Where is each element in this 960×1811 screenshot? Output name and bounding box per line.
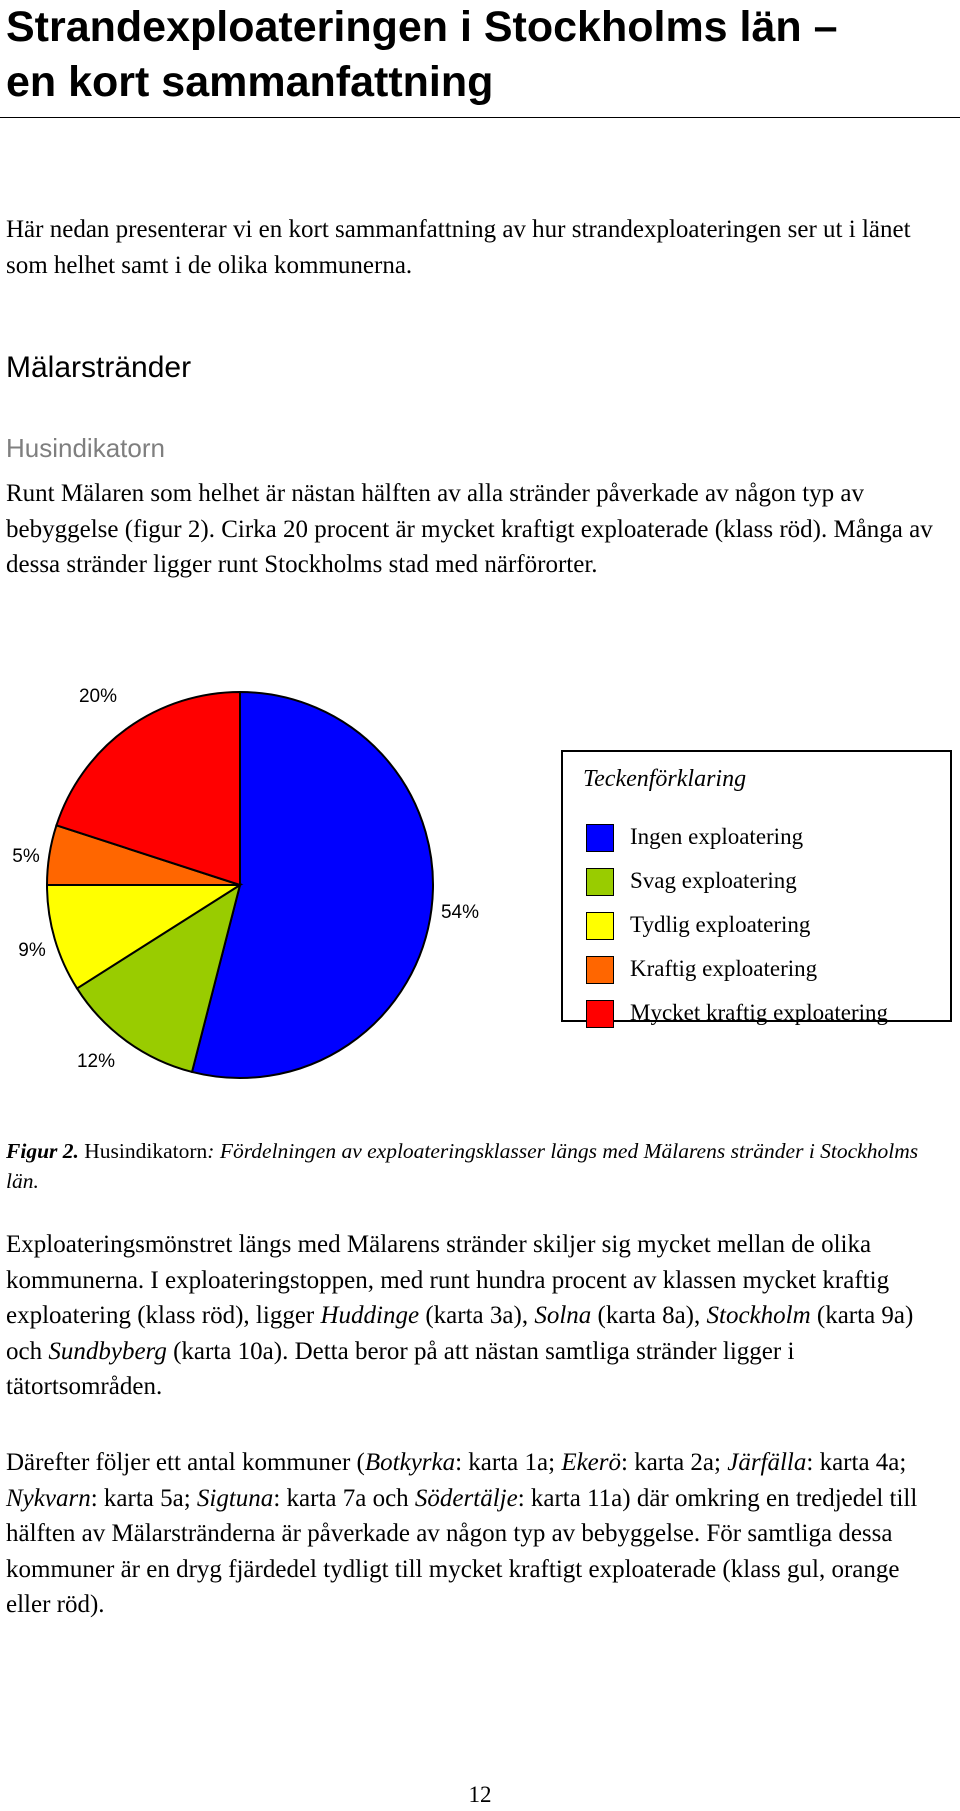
title-divider [0,117,960,118]
text-run: : karta 4a; [806,1449,907,1476]
municipality-name: Sundbyberg [48,1337,167,1365]
text-run: (karta 10a). Detta beror på att nästan samtliga stränder ligger i tätortsområden. [6,1337,795,1400]
section-subheading: Husindikatorn [6,433,165,463]
body-paragraph-1 [6,1227,946,1405]
title-line-2: en kort sammanfattning [6,58,494,106]
legend-title: Teckenförklaring [583,766,747,792]
slice-percent-label: 5% [12,846,40,867]
figure-label: Figur 2. [6,1139,79,1163]
caption-text: : Fördelningen av exploateringsklasser längs med Mälarens stränder i Stockholms län. [6,1139,919,1193]
text-run: : karta 5a; [90,1484,197,1512]
legend-swatch [586,824,614,852]
text-run: : karta 2a; [621,1449,728,1476]
municipality-name: Södertälje [414,1484,518,1512]
pie-chart [0,670,560,1090]
text-run: (karta 9a) och [6,1302,914,1365]
text-run: Därefter följer ett antal kommuner ( [6,1449,365,1476]
municipality-name: Huddinge [320,1302,420,1329]
figure-caption [6,1136,936,1196]
section-paragraph: Runt Mälaren som helhet är nästan hälften av alla stränder påverkade av någon typ av bebyggelse (figur 2). Cirka 20 procent är mycket kraftigt exploaterade (klass röd). Många av dessa stränder ligger runt Stockholms stad med närförorter. [6,480,933,578]
legend-label: Tydlig exploatering [630,912,811,937]
text-run: Exploateringsmönstret längs med Mälarens stränder skiljer sig mycket mellan de olika kommunerna. I exploateringstoppen, med runt hundra procent av klassen mycket kraftig exploatering (klass röd), ligger [6,1231,890,1329]
title-line-1: Strandexploateringen i Stockholms län – [6,3,838,51]
legend-swatch [586,868,614,896]
legend-label: Kraftig exploatering [630,956,818,981]
legend-swatch [586,912,614,940]
municipality-name: Sigtuna [196,1484,274,1512]
text-run: (karta 8a), [591,1302,707,1329]
municipality-name: Ekerö [561,1449,622,1476]
legend-swatch [586,956,614,984]
slice-percent-label: 54% [440,902,480,923]
caption-indicator: Husindikatorn [84,1139,208,1163]
chart-legend [561,750,952,1025]
municipality-name: Nykvarn [6,1484,91,1512]
slice-percent-label: 9% [18,940,46,961]
intro-paragraph: Här nedan presenterar vi en kort sammanfattning av hur strandexploateringen ser ut i länet som helhet samt i de olika kommunerna. [6,216,911,279]
legend-label: Mycket kraftig exploatering [630,1000,889,1025]
municipality-name: Solna [534,1302,592,1329]
text-run: : karta 11a) där omkring en tredjedel till hälften av Mälarstränderna är påverkade av någon typ av bebyggelse. För samtliga dessa kommuner är en dryg fjärdedel tydligt till mycket kraftigt exploaterade (klass gul, orange eller röd). [6,1484,918,1618]
slice-percent-label: 20% [78,686,118,707]
text-run: : karta 1a; [455,1449,562,1476]
pie-chart-figure [0,670,960,1090]
legend-label: Ingen exploatering [630,824,804,849]
page-title [6,0,951,110]
section-heading: Mälarstränder [6,351,192,384]
legend-swatch [586,1000,614,1028]
municipality-name: Stockholm [706,1302,811,1329]
slice-percent-label: 12% [76,1051,116,1072]
text-run: (karta 3a), [419,1302,535,1329]
body-paragraph-2 [6,1445,946,1623]
legend-label: Svag exploatering [630,868,797,893]
municipality-name: Botkyrka [364,1449,456,1476]
page-number: 12 [468,1782,492,1807]
municipality-name: Järfälla [727,1449,807,1476]
text-run: : karta 7a och [273,1484,415,1512]
